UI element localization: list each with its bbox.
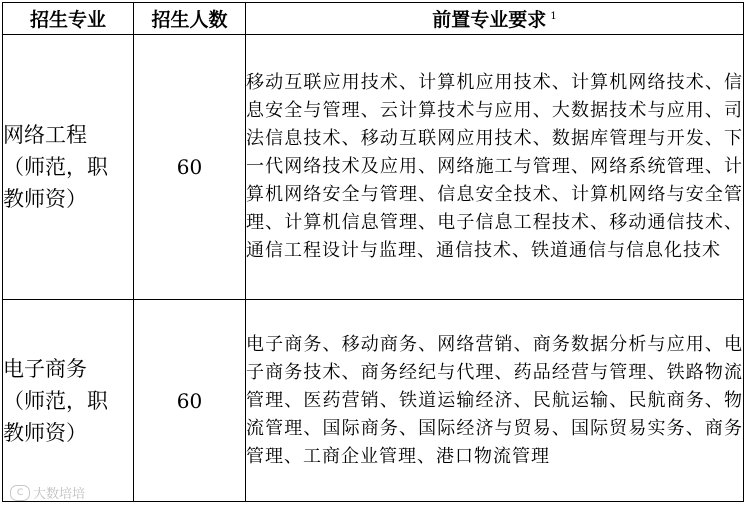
header-requirement-label: 前置专业要求 xyxy=(432,9,547,31)
major-qualifier: （师范，职 xyxy=(3,388,108,413)
count-cell: 60 xyxy=(134,300,246,502)
major-name: 电子商务 xyxy=(3,356,87,381)
footnote-marker: 1 xyxy=(550,10,557,22)
count-cell: 60 xyxy=(134,35,246,300)
table-header-row xyxy=(3,3,744,35)
major-cell xyxy=(3,35,134,300)
watermark xyxy=(10,483,85,502)
header-major: 招生专业 xyxy=(3,3,134,35)
requirement-cell: 电子商务、移动商务、网络营销、商务数据分析与应用、电子商务技术、商务经纪与代理、药品经营与管理、铁路物流管理、医药营销、铁道运输经济、民航运输、民航商务、物流管理、国际商务、国际经济与贸易、国际贸易实务、商务管理、工商企业管理、港口物流管理 xyxy=(246,300,744,502)
header-count: 招生人数 xyxy=(134,3,246,35)
watermark-text: 大数培培 xyxy=(33,487,86,502)
major-qualifier: （师范，职 xyxy=(3,155,108,179)
major-name: 网络工程 xyxy=(3,123,87,147)
header-requirement xyxy=(246,3,744,35)
table-row xyxy=(3,300,744,502)
requirement-cell: 移动互联应用技术、计算机应用技术、计算机网络技术、信息安全与管理、云计算技术与应用、大数据技术与应用、司法信息技术、移动互联网应用技术、数据库管理与开发、下一代网络技术及应用、网络施工与管理、网络系统管理、计算机网络安全与管理、信息安全技术、计算机网络与安全管理、计算机信息管理、电子信息工程技术、移动通信技术、通信工程设计与监理、通信技术、铁道通信与信息化技术 xyxy=(246,35,744,300)
major-cell xyxy=(3,300,134,502)
table-row xyxy=(3,35,744,300)
major-qualifier-cont: 教师资） xyxy=(3,420,87,445)
major-qualifier-cont: 教师资） xyxy=(3,187,87,211)
admission-table xyxy=(2,2,744,502)
logo-icon: C xyxy=(10,485,30,501)
